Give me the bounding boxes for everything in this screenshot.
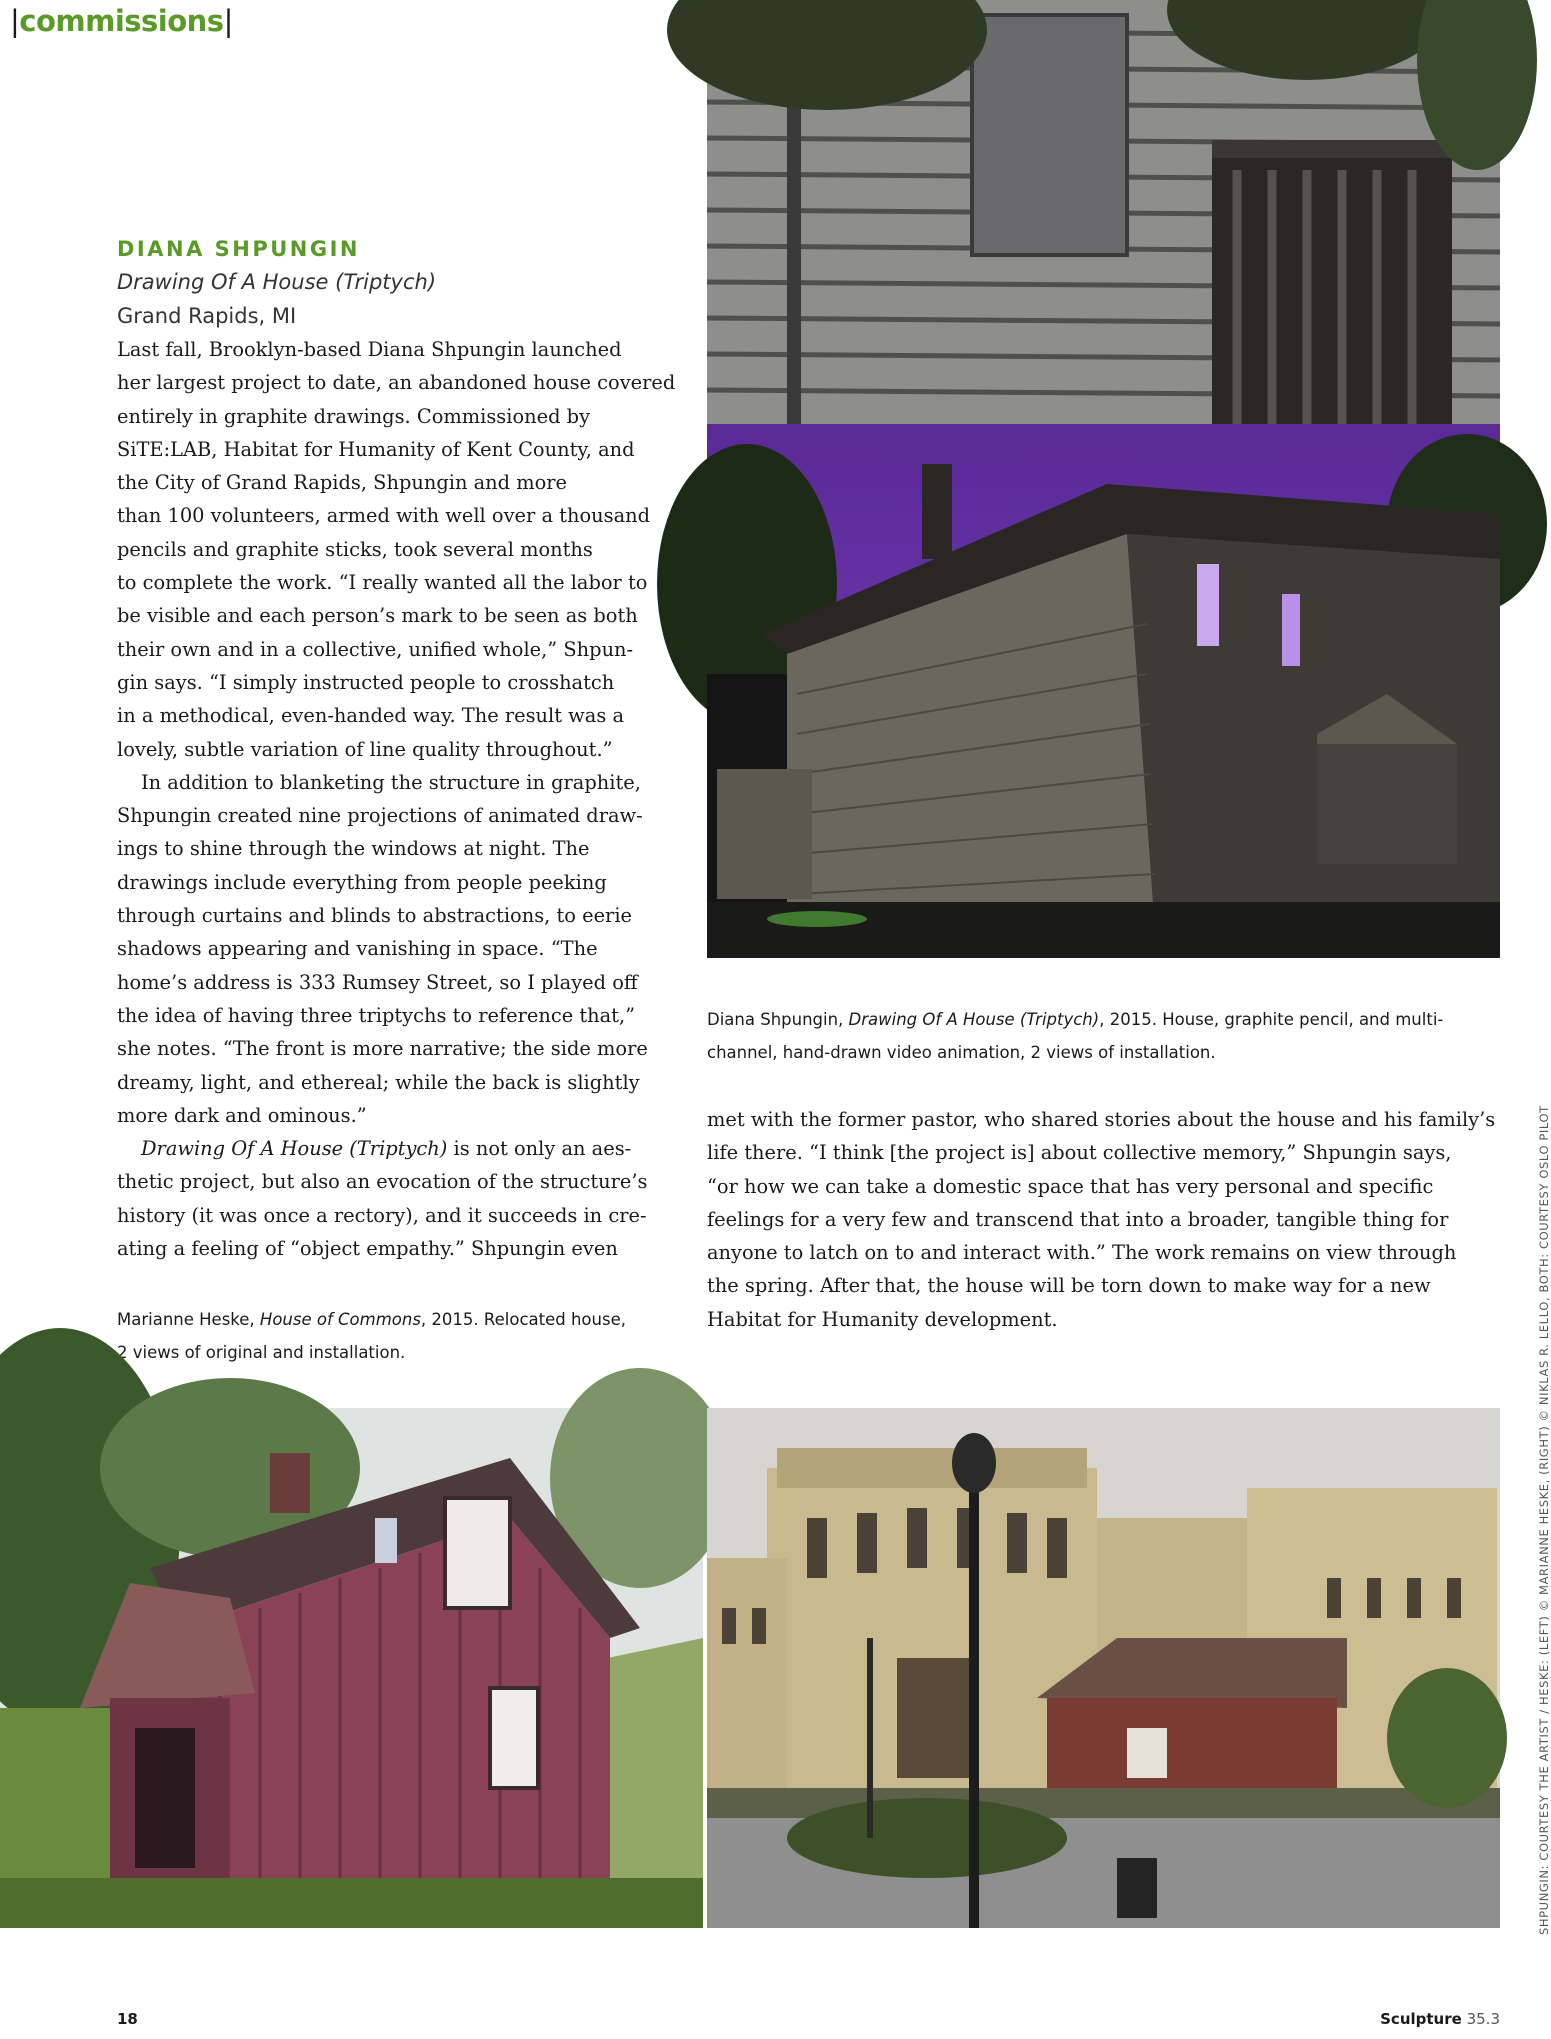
body-line: her largest project to date, an abandoned house covered: [117, 371, 676, 395]
photo-house-night: [707, 424, 1500, 958]
body-line: than 100 volunteers, armed with well over a thousand: [117, 504, 651, 528]
body-line: SiTE:LAB, Habitat for Humanity of Kent County, and: [117, 437, 635, 461]
body-line: the City of Grand Rapids, Shpungin and more: [117, 471, 568, 495]
body-line: Last fall, Brooklyn-based Diana Shpungin launched: [117, 338, 622, 361]
body-line: she notes. “The front is more narrative; the side more: [117, 1037, 648, 1061]
caption-heske: [117, 1303, 626, 1369]
body-line: the idea of having three triptychs to reference that,”: [117, 1003, 636, 1027]
issue-number: 35.3: [1466, 2010, 1500, 2028]
body-line: entirely in graphite drawings. Commissioned by: [117, 404, 591, 428]
body-line: feelings for a very few and transcend that into a broader, tangible thing for: [707, 1207, 1449, 1231]
caption-details: , 2015. Relocated house,: [420, 1310, 626, 1329]
caption-artist: Marianne Heske,: [117, 1310, 260, 1329]
body-line: history (it was once a rectory), and it succeeds in cre-: [117, 1203, 647, 1227]
body-line: in a methodical, even-handed way. The result was a: [117, 704, 625, 728]
caption-line: 2 views of original and installation.: [117, 1343, 406, 1362]
body-line: their own and in a collective, unified whole,” Shpun-: [117, 637, 634, 661]
body-line: more dark and ominous.”: [117, 1103, 367, 1127]
article: [117, 233, 676, 1265]
page-number: 18: [117, 2010, 138, 2028]
caption-artist: Diana Shpungin,: [707, 1010, 849, 1029]
body-line: through curtains and blinds to abstractions, to eerie: [117, 904, 633, 928]
body-line: Shpungin created nine projections of animated draw-: [117, 804, 643, 828]
photo-parliament: [707, 1408, 1500, 1928]
body-line: anyone to latch on to and interact with.” The work remains on view through: [707, 1241, 1457, 1265]
body-line: dreamy, light, and ethereal; while the back is slightly: [117, 1070, 640, 1094]
body-line: lovely, subtle variation of line quality throughout.”: [117, 737, 613, 761]
body-line: thetic project, but also an evocation of the structure’s: [117, 1170, 648, 1194]
photo-house-wall: [707, 0, 1500, 424]
section-label: commissions: [19, 4, 224, 38]
body-line: [117, 1132, 672, 1165]
photo-credit: SHPUNGIN: COURTESY THE ARTIST / HESKE: (LEFT) © MARIANNE HESKE, (RIGHT) © NIKLAS R. LELLO, BOTH: COURTESY OSLO PILOT: [1537, 1105, 1551, 1935]
magazine-folio: [1380, 2010, 1500, 2028]
work-title-inline: Drawing Of A House (Triptych): [141, 1137, 448, 1161]
caption-line: [117, 1303, 626, 1336]
body-line: drawings include everything from people peeking: [117, 870, 607, 894]
section-tag: |commissions|: [10, 4, 233, 38]
body-line: Habitat for Humanity development.: [707, 1307, 1058, 1331]
magazine-name: Sculpture: [1380, 2010, 1462, 2028]
body-line: In addition to blanketing the structure in graphite,: [141, 770, 641, 794]
work-location: Grand Rapids, MI: [117, 304, 297, 328]
article-continued: [707, 1103, 1507, 1336]
body-line: life there. “I think [the project is] about collective memory,” Shpungin says,: [707, 1141, 1452, 1165]
caption-line: [707, 1003, 1443, 1036]
body-line: met with the former pastor, who shared stories about the house and his family’s: [707, 1108, 1496, 1131]
body-line: pencils and graphite sticks, took several months: [117, 537, 593, 561]
caption-title: Drawing Of A House (Triptych): [848, 1010, 1100, 1029]
work-title: Drawing Of A House (Triptych): [117, 270, 437, 294]
body-line: be visible and each person’s mark to be seen as both: [117, 604, 638, 628]
caption-title: House of Commons: [259, 1310, 421, 1329]
artist-name: DIANA SHPUNGIN: [117, 237, 360, 261]
body-line: the spring. After that, the house will be torn down to make way for a new: [707, 1274, 1431, 1298]
body-line: gin says. “I simply instructed people to crosshatch: [117, 670, 615, 694]
photo-red-house: [0, 1408, 703, 1928]
body-line: ating a feeling of “object empathy.” Shpungin even: [117, 1237, 618, 1261]
caption-shpungin: [707, 1003, 1443, 1069]
body-line: “or how we can take a domestic space that has very personal and specific: [707, 1174, 1434, 1198]
body-line: shadows appearing and vanishing in space. “The: [117, 937, 598, 961]
article-body: [117, 333, 676, 1265]
body-line: to complete the work. “I really wanted all the labor to: [117, 571, 648, 595]
caption-details: , 2015. House, graphite pencil, and multi-: [1099, 1010, 1444, 1029]
body-line-tail: is not only an aes-: [447, 1137, 632, 1161]
body-line: ings to shine through the windows at night. The: [117, 837, 590, 861]
body-line: home’s address is 333 Rumsey Street, so I played off: [117, 970, 638, 994]
caption-line: channel, hand-drawn video animation, 2 views of installation.: [707, 1043, 1216, 1062]
